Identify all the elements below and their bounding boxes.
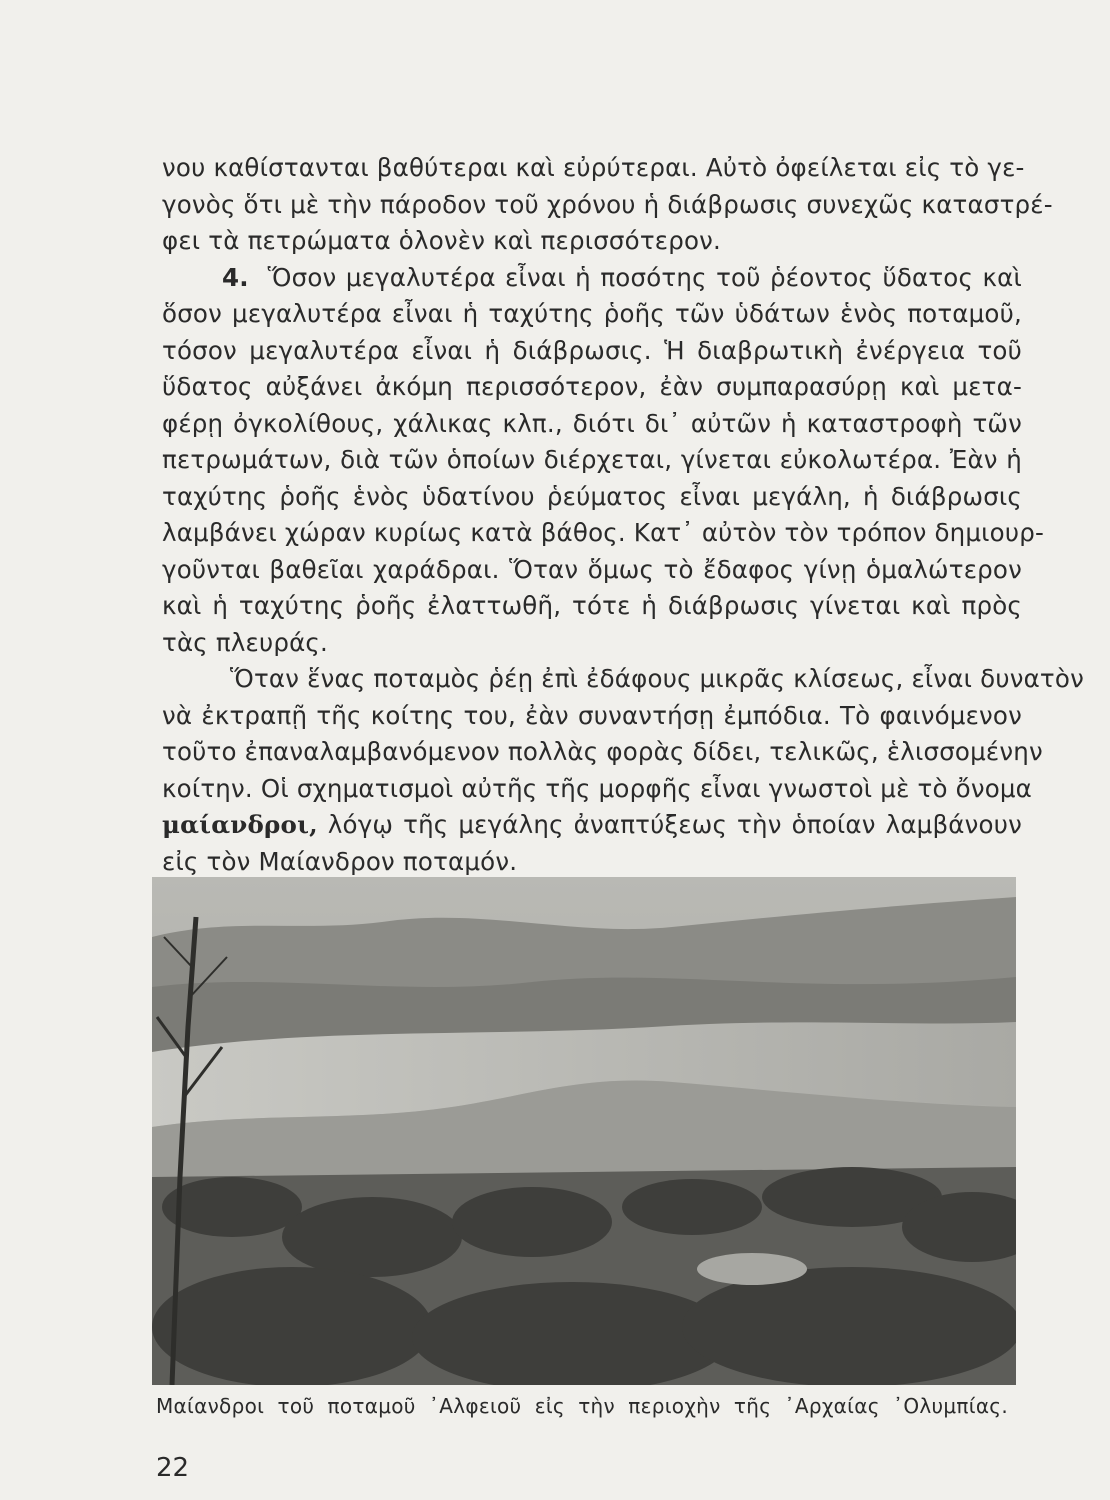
text-line: καὶ ἡ ταχύτης ῥοῆς ἐλαττωθῆ, τότε ἡ διάβρωσις γίνεται καὶ πρὸς bbox=[162, 591, 1022, 620]
text-line: ὅσον μεγαλυτέρα εἶναι ἡ ταχύτης ῥοῆς τῶν ὑδάτων ἑνὸς ποταμοῦ, bbox=[162, 299, 1022, 328]
clearing bbox=[697, 1253, 807, 1285]
text-line: τόσον μεγαλυτέρα εἶναι ἡ διάβρωσις. Ἡ διαβρωτικὴ ἐνέργεια τοῦ bbox=[162, 335, 1022, 365]
text-line: εἰς τὸν Μαίανδρον ποταμόν. bbox=[162, 846, 518, 876]
text-line: ὕδατος αὐξάνει ἀκόμη περισσότερον, ἐὰν συμπαρασύρῃ καὶ μετα- bbox=[162, 372, 1022, 401]
paragraph-number: 4. bbox=[222, 262, 249, 292]
text-line: φει τὰ πετρώματα ὁλονὲν καὶ περισσότερον. bbox=[162, 226, 722, 255]
bold-term: μαίανδροι, bbox=[162, 810, 318, 839]
text-line: γονὸς ὅτι μὲ τὴν πάροδον τοῦ χρόνου ἡ διάβρωσις συνεχῶς καταστρέ- bbox=[162, 189, 1053, 219]
river-meander-photo bbox=[152, 877, 1016, 1385]
text-line: ταχύτης ῥοῆς ἑνὸς ὑδατίνου ῥεύματος εἶναι μεγάλη, ἡ διάβρωσις bbox=[162, 481, 1022, 511]
text-line: νὰ ἐκτραπῇ τῆς κοίτης του, ἐὰν συναντήσῃ ἐμπόδια. Τὸ φαινόμενον bbox=[162, 700, 1022, 730]
text-line: πετρωμάτων, διὰ τῶν ὁποίων διέρχεται, γίνεται εὐκολωτέρα. Ἐὰν ἡ bbox=[162, 445, 1022, 474]
text-span: λόγῳ τῆς μεγάλης ἀναπτύξεως τὴν ὁποίαν λαμβάνουν bbox=[327, 810, 1022, 839]
photo-caption: Μαίανδροι τοῦ ποταμοῦ ᾽Αλφειοῦ εἰς τὴν περιοχὴν τῆς ᾽Αρχαίας ᾽Ολυμπίας. bbox=[156, 1394, 1008, 1418]
text-line: νου καθίστανται βαθύτεραι καὶ εὐρύτεραι. Αὐτὸ ὀφείλεται εἰς τὸ γε- bbox=[162, 153, 1025, 182]
text-line: τοῦτο ἐπαναλαμβανόμενον πολλὰς φορὰς δίδει, τελικῶς, ἑλισσομένην bbox=[162, 737, 1043, 766]
text-line: λαμβάνει χώραν κυρίως κατὰ βάθος. Κατ᾽ αὐτὸν τὸν τρόπον δημιουρ- bbox=[162, 518, 1045, 547]
text-line: φέρῃ ὀγκολίθους, χάλικας κλπ., διότι δι᾽ αὐτῶν ἡ καταστροφὴ τῶν bbox=[162, 408, 1022, 438]
text-line: τὰς πλευράς. bbox=[162, 627, 329, 657]
text-line: γοῦνται βαθεῖαι χαράδραι. Ὅταν ὅμως τὸ ἔδαφος γίνῃ ὁμαλώτερον bbox=[162, 554, 1022, 584]
text-span: Ὅσον μεγαλυτέρα εἶναι ἡ ποσότης τοῦ ῥέοντος ὕδατος καὶ bbox=[267, 262, 1022, 292]
page-number: 22 bbox=[156, 1453, 190, 1483]
meander-term-line bbox=[162, 807, 1022, 844]
paragraph-4-first-line bbox=[162, 260, 1022, 297]
text-line: κοίτην. Οἱ σχηματισμοὶ αὐτῆς τῆς μορφῆς εἶναι γνωστοὶ μὲ τὸ ὄνομα bbox=[162, 773, 1033, 803]
landscape-illustration bbox=[152, 877, 1016, 1385]
body-text bbox=[162, 150, 1084, 880]
text-line: Ὅταν ἕνας ποταμὸς ῥέῃ ἐπὶ ἐδάφους μικρᾶς κλίσεως, εἶναι δυνατὸν bbox=[230, 664, 1084, 693]
